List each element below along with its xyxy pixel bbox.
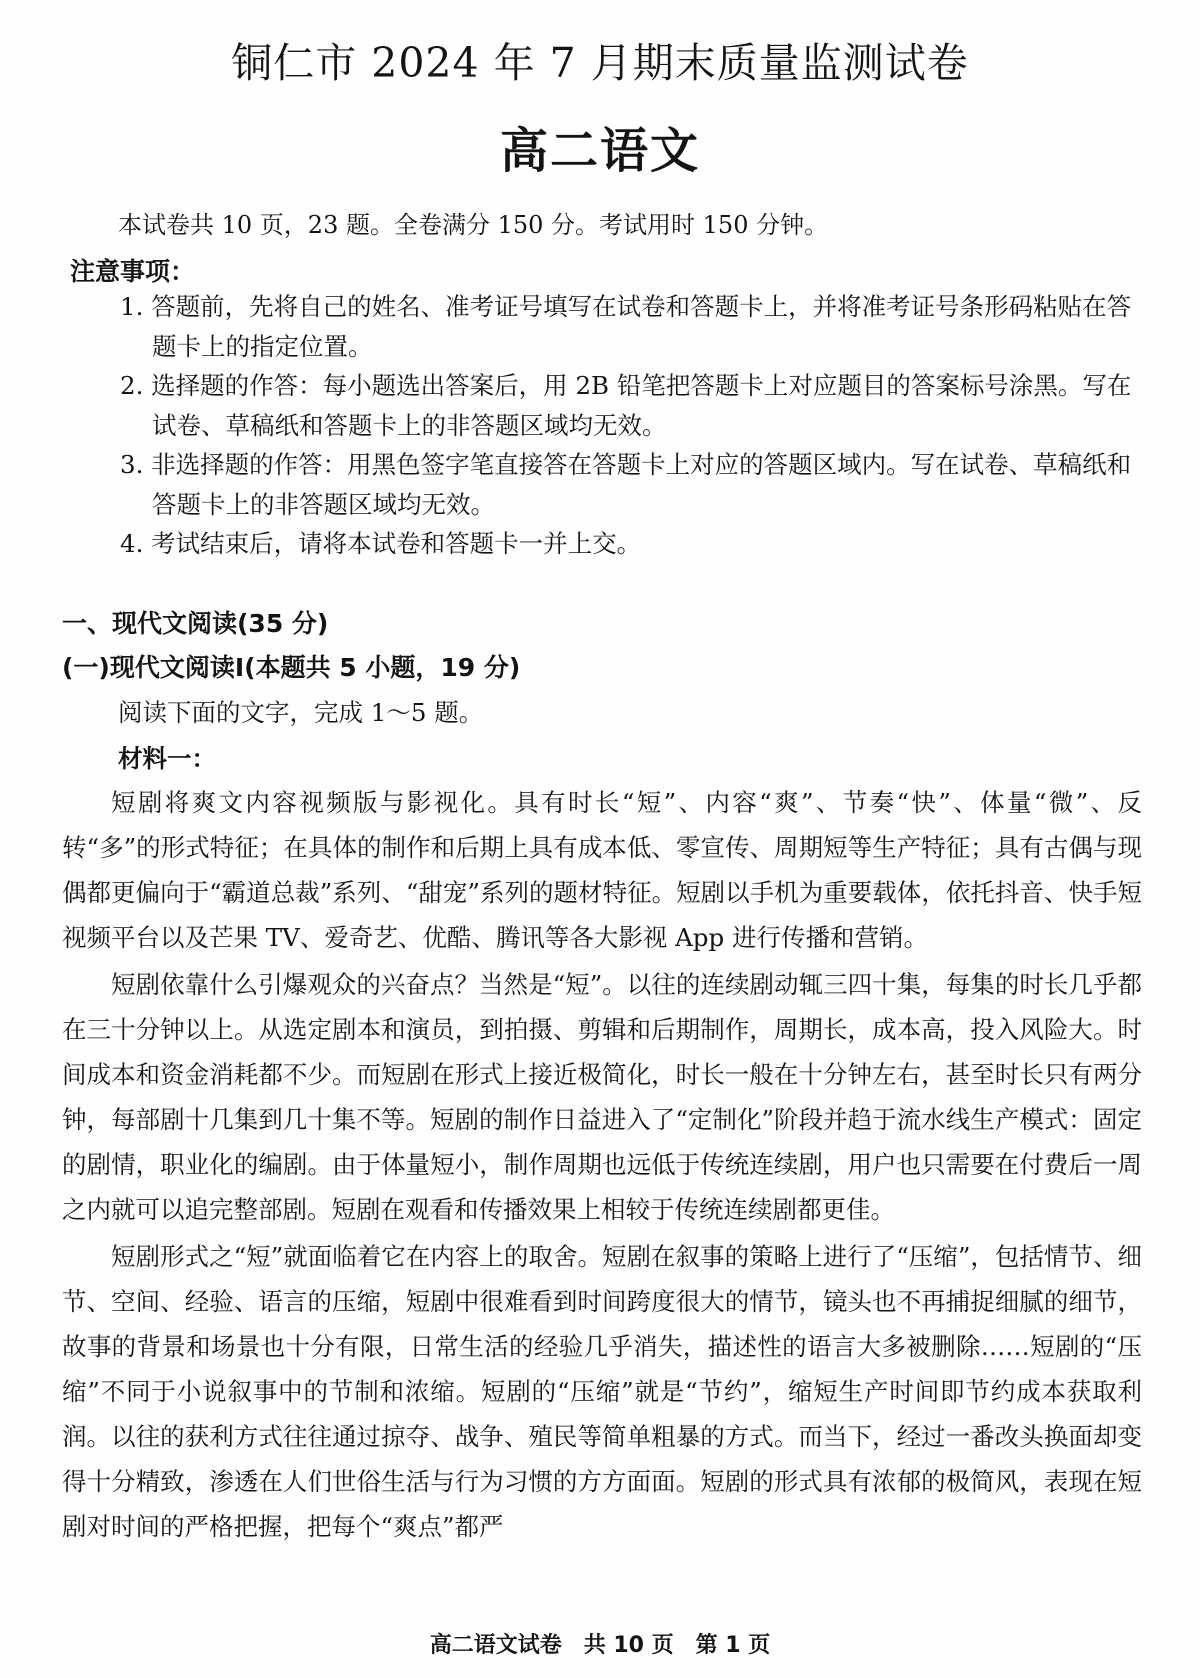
notice-item: 4. 考试结束后，请将本试卷和答题卡一并上交。 — [120, 529, 642, 558]
notice-item: 1. 答题前，先将自己的姓名、准考证号填写在试卷和答题卡上，并将准考证号条形码粘贴在答题卡上的指定位置。 — [120, 292, 1132, 361]
notice-item: 2. 选择题的作答：每小题选出答案后，用 2B 铅笔把答题卡上对应题目的答案标号涂黑。写在试卷、草稿纸和答题卡上的非答题区域均无效。 — [120, 371, 1132, 440]
material-paragraph: 短剧将爽文内容视频版与影视化。具有时长“短”、内容“爽”、节奏“快”、体量“微”、反转“多”的形式特征；在具体的制作和后期上具有成本低、零宣传、周期短等生产特征；具有古偶与现偶都更偏向于“霸道总裁”系列、“甜宠”系列的题材特征。短剧以手机为重要载体，依托抖音、快手短视频平台以及芒果 TV、爱奇艺、优酷、腾讯等各大影视 App 进行传播和营销。 — [62, 788, 1142, 952]
subsection-heading: (一)现代文阅读Ⅰ(本题共 5 小题，19 分) — [62, 653, 521, 682]
material-body — [62, 780, 1142, 1551]
material-paragraph: 短剧形式之“短”就面临着它在内容上的取舍。短剧在叙事的策略上进行了“压缩”，包括情节、细节、空间、经验、语言的压缩，短剧中很难看到时间跨度很大的情节，镜头也不再捕捉细腻的细节，故事的背景和场景也十分有限，日常生活的经验几乎消失，描述性的语言大多被删除……短剧的“压缩”不同于小说叙事中的节制和浓缩。短剧的“压缩”就是“节约”，缩短生产时间即节约成本获取利润。以往的获利方式往往通过掠夺、战争、殖民等简单粗暴的方式。而当下，经过一番改头换面却变得十分精致，渗透在人们世俗生活与行为习惯的方方面面。短剧的形式具有浓郁的极简风，表现在短剧对时间的严格把握，把每个“爽点”都严 — [62, 1242, 1142, 1541]
page-footer: 高二语文试卷 共 10 页 第 1 页 — [429, 1633, 771, 1658]
exam-subject: 高二语文 — [499, 123, 700, 179]
notice-heading: 注意事项： — [70, 257, 196, 286]
exam-title: 铜仁市 2024 年 7 月期末质量监测试卷 — [231, 39, 969, 87]
notice-item: 3. 非选择题的作答：用黑色签字笔直接答在答题卡上对应的答题区域内。写在试卷、草稿纸和答题卡上的非答题区域均无效。 — [120, 450, 1132, 519]
notice-list — [120, 287, 1140, 563]
section-heading: 一、现代文阅读(35 分) — [62, 609, 329, 638]
reading-instruction: 阅读下面的文字，完成 1～5 题。 — [118, 698, 484, 727]
material-paragraph: 短剧依靠什么引爆观众的兴奋点？当然是“短”。以往的连续剧动辄三四十集，每集的时长几乎都在三十分钟以上。从选定剧本和演员，到拍摄、剪辑和后期制作，周期长，成本高，投入风险大。时间成本和资金消耗都不少。而短剧在形式上接近极简化，时长一般在十分钟左右，甚至时长只有两分钟，每部剧十几集到几十集不等。短剧的制作日益进入了“定制化”阶段并趋于流水线生产模式：固定的剧情，职业化的编剧。由于体量短小，制作周期也远低于传统连续剧，用户也只需要在付费后一周之内就可以追完整部剧。短剧在观看和传播效果上相较于传统连续剧都更佳。 — [62, 970, 1142, 1224]
exam-summary: 本试卷共 10 页，23 题。全卷满分 150 分。考试用时 150 分钟。 — [118, 211, 829, 239]
material-label: 材料一： — [118, 744, 216, 773]
